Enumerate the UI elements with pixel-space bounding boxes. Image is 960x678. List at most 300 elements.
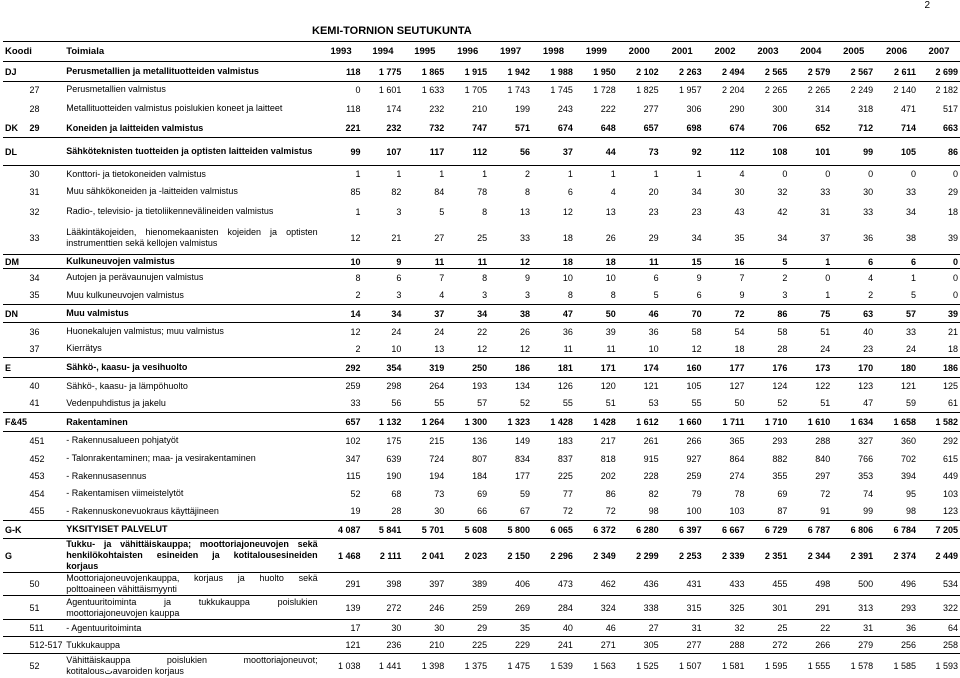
value-cell: 222 xyxy=(600,103,616,114)
value-cell: 118 xyxy=(346,103,361,114)
value-cell: 355 xyxy=(772,471,788,481)
value-cell: 2 391 xyxy=(832,539,875,573)
value-cell: 39 xyxy=(605,326,616,337)
value-cell: 2 374 xyxy=(875,539,918,573)
value-cell: 55 xyxy=(532,395,575,413)
industry-name: YKSITYISET PALVELUT xyxy=(64,521,319,539)
value-cell: 51 xyxy=(789,395,832,413)
value-cell: 12 xyxy=(489,341,532,358)
value-cell: 1 441 xyxy=(378,660,402,671)
table-row xyxy=(3,120,960,138)
value-cell: 837 xyxy=(557,453,573,464)
value-cell: 325 xyxy=(704,596,747,620)
value-cell: 46 xyxy=(618,305,661,323)
value-cell: 389 xyxy=(446,573,489,596)
value-cell: 1 705 xyxy=(464,84,488,95)
value-cell: 36 xyxy=(562,326,573,337)
table-row xyxy=(3,269,960,287)
section-code xyxy=(3,378,28,395)
year-header: 1998 xyxy=(532,42,575,62)
value-cell: 747 xyxy=(446,120,489,138)
value-cell: 1 745 xyxy=(550,84,573,95)
value-cell: 473 xyxy=(532,573,575,596)
value-cell: 462 xyxy=(575,573,618,596)
value-cell: 840 xyxy=(815,453,831,464)
value-cell: 436 xyxy=(618,573,661,596)
value-cell: 6 397 xyxy=(661,521,704,539)
table-row xyxy=(3,358,960,378)
value-cell: 0 xyxy=(952,272,958,283)
value-cell: 1 585 xyxy=(893,660,917,671)
value-cell: 353 xyxy=(858,471,874,481)
value-cell: 33 xyxy=(320,395,363,413)
value-cell: 1 825 xyxy=(636,84,659,95)
value-cell: 1 xyxy=(439,169,445,180)
value-cell: 2 182 xyxy=(935,84,958,95)
value-cell: 571 xyxy=(489,120,532,138)
value-cell: 0 xyxy=(825,169,831,180)
value-cell: 6 372 xyxy=(575,521,618,539)
value-cell: 288 xyxy=(704,637,747,654)
value-cell: 261 xyxy=(643,435,659,446)
year-header: 2005 xyxy=(832,42,875,62)
value-cell: 10 xyxy=(363,341,404,358)
value-cell: 0 xyxy=(952,169,958,180)
value-cell: 174 xyxy=(386,103,402,114)
value-cell: 272 xyxy=(363,596,404,620)
header-row xyxy=(3,42,960,62)
value-cell: 319 xyxy=(403,358,446,378)
value-cell: 2 449 xyxy=(918,539,960,573)
value-cell: 347 xyxy=(345,453,361,464)
value-cell: 28 xyxy=(746,341,789,358)
year-header: 2003 xyxy=(746,42,789,62)
section-code xyxy=(3,503,28,521)
value-cell: 50 xyxy=(704,395,747,413)
industry-name: Kierrätys xyxy=(64,341,319,358)
industry-code xyxy=(28,305,65,323)
industry-code xyxy=(28,413,65,432)
value-cell: 57 xyxy=(875,305,918,323)
value-cell: 30 xyxy=(863,186,874,197)
value-cell: 1 475 xyxy=(507,660,531,671)
value-cell: 78 xyxy=(734,488,745,499)
value-cell: 1 957 xyxy=(679,84,702,95)
value-cell: 9 xyxy=(363,255,404,269)
value-cell: 315 xyxy=(661,596,704,620)
value-cell: 5 701 xyxy=(403,521,446,539)
value-cell: 2 xyxy=(525,169,531,180)
value-cell: 284 xyxy=(532,596,575,620)
value-cell: 228 xyxy=(643,471,659,481)
value-cell: 2 041 xyxy=(403,539,446,573)
value-cell: 297 xyxy=(815,471,831,481)
table-row xyxy=(3,287,960,305)
section-code xyxy=(3,450,28,468)
value-cell: 6 806 xyxy=(832,521,875,539)
industry-name: - Rakentamisen viimeistelytöt xyxy=(66,488,184,498)
value-cell: 12 xyxy=(562,206,573,217)
industry-name: Sähköteknisten tuotteiden ja optisten laitteiden valmistus xyxy=(64,138,319,166)
value-cell: 85 xyxy=(350,186,361,197)
value-cell: 290 xyxy=(729,103,745,114)
value-cell: 9 xyxy=(696,272,702,283)
value-cell: 2 023 xyxy=(446,539,489,573)
value-cell: 0 xyxy=(825,272,831,283)
value-cell: 177 xyxy=(704,358,747,378)
value-cell: 2 351 xyxy=(746,539,789,573)
table-row xyxy=(3,341,960,358)
industry-name: Sähkö-, kaasu- ja lämpöhuolto xyxy=(66,380,188,391)
value-cell: 19 xyxy=(320,503,363,521)
table-row xyxy=(3,654,960,678)
value-cell: 53 xyxy=(618,395,661,413)
value-cell: 174 xyxy=(618,358,661,378)
industry-name: Moottoriajoneuvojenkauppa, korjaus ja huolto sekä polttoaineen vähittäismyynti xyxy=(66,573,318,594)
value-cell: 431 xyxy=(661,573,704,596)
year-header: 1994 xyxy=(363,42,404,62)
value-cell: 18 xyxy=(575,255,618,269)
value-cell: 69 xyxy=(777,488,788,499)
value-cell: 1 593 xyxy=(935,660,958,671)
value-cell: 1 xyxy=(610,169,616,180)
value-cell: 1 610 xyxy=(789,413,832,432)
section-code xyxy=(3,269,28,287)
value-cell: 455 xyxy=(746,573,789,596)
value-cell: 105 xyxy=(875,138,918,166)
value-cell: 8 xyxy=(575,287,618,305)
value-cell: 2 140 xyxy=(893,84,917,95)
value-cell: 173 xyxy=(789,358,832,378)
value-cell: 61 xyxy=(918,395,960,413)
value-cell: 199 xyxy=(514,103,531,114)
value-cell: 58 xyxy=(691,326,702,337)
table-row xyxy=(3,596,960,620)
value-cell: 87 xyxy=(746,503,789,521)
section-code: DM xyxy=(3,255,28,269)
value-cell: 864 xyxy=(729,453,745,464)
table-row xyxy=(3,468,960,485)
value-cell: 72 xyxy=(704,305,747,323)
value-cell: 26 xyxy=(520,326,531,337)
value-cell: 1 375 xyxy=(464,660,488,671)
value-cell: 1 xyxy=(911,272,917,283)
section-code: E xyxy=(3,358,28,378)
value-cell: 648 xyxy=(575,120,618,138)
value-cell: 72 xyxy=(575,503,618,521)
value-cell: 108 xyxy=(746,138,789,166)
value-cell: 4 xyxy=(403,287,446,305)
industry-code: 512-517 xyxy=(28,637,65,654)
industry-code: 51 xyxy=(28,596,65,620)
value-cell: 1 525 xyxy=(636,660,659,671)
value-cell: 1 xyxy=(653,169,659,180)
value-cell: 1 398 xyxy=(421,660,445,671)
industry-code: 27 xyxy=(29,84,40,95)
value-cell: 5 xyxy=(875,287,918,305)
value-cell: 105 xyxy=(686,381,702,392)
value-cell: 1 743 xyxy=(507,84,531,95)
value-cell: 8 xyxy=(525,186,531,197)
value-cell: 69 xyxy=(477,488,488,499)
value-cell: 31 xyxy=(661,620,704,637)
value-cell: 22 xyxy=(477,326,488,337)
value-cell: 43 xyxy=(734,206,745,217)
industry-code: 40 xyxy=(29,381,40,392)
value-cell: 38 xyxy=(489,305,532,323)
value-cell: 256 xyxy=(875,637,918,654)
value-cell: 46 xyxy=(575,620,618,637)
value-cell: 2 111 xyxy=(363,539,404,573)
value-cell: 98 xyxy=(618,503,661,521)
section-code xyxy=(3,395,28,413)
value-cell: 6 784 xyxy=(875,521,918,539)
value-cell: 86 xyxy=(746,305,789,323)
industry-name: Muu kulkuneuvojen valmistus xyxy=(64,287,319,305)
table-row xyxy=(3,378,960,395)
value-cell: 21 xyxy=(363,223,404,255)
value-cell: 32 xyxy=(777,186,788,197)
industry-code: 451 xyxy=(29,435,45,446)
value-cell: 123 xyxy=(918,503,960,521)
value-cell: 9 xyxy=(704,287,747,305)
value-cell: 25 xyxy=(446,223,489,255)
value-cell: 20 xyxy=(648,186,659,197)
value-cell: 3 xyxy=(746,287,789,305)
value-cell: 327 xyxy=(858,435,874,446)
value-cell: 68 xyxy=(391,488,402,499)
value-cell: 70 xyxy=(661,305,704,323)
value-cell: 183 xyxy=(557,435,573,446)
value-cell: 127 xyxy=(729,381,745,392)
section-code xyxy=(3,223,28,255)
industry-name: Autojen ja perävaunujen valmistus xyxy=(66,272,204,283)
section-code xyxy=(3,201,28,223)
value-cell: 1 950 xyxy=(575,62,618,82)
value-cell: 1 988 xyxy=(532,62,575,82)
value-cell: 279 xyxy=(832,637,875,654)
value-cell: 79 xyxy=(691,488,702,499)
value-cell: 82 xyxy=(391,186,402,197)
value-cell: 180 xyxy=(875,358,918,378)
value-cell: 5 841 xyxy=(363,521,404,539)
value-cell: 4 xyxy=(739,169,745,180)
year-header: 1999 xyxy=(575,42,618,62)
value-cell: 21 xyxy=(947,326,958,337)
value-cell: 1 711 xyxy=(704,413,747,432)
value-cell: 4 xyxy=(868,272,874,283)
value-cell: 1 578 xyxy=(850,660,874,671)
industry-name: - Rakennusasennus xyxy=(66,470,147,481)
value-cell: 18 xyxy=(947,206,958,217)
section-code: DL xyxy=(3,138,28,166)
value-cell: 225 xyxy=(557,471,573,481)
code-header: Koodi xyxy=(3,42,64,62)
value-cell: 29 xyxy=(446,620,489,637)
value-cell: 33 xyxy=(906,186,917,197)
value-cell: 4 xyxy=(610,186,616,197)
value-cell: 2 579 xyxy=(789,62,832,82)
value-cell: 3 xyxy=(489,287,532,305)
section-code xyxy=(3,637,28,654)
value-cell: 6 280 xyxy=(618,521,661,539)
value-cell: 1 555 xyxy=(807,660,831,671)
value-cell: 190 xyxy=(386,471,402,481)
value-cell: 18 xyxy=(532,255,575,269)
year-header: 2002 xyxy=(704,42,747,62)
value-cell: 11 xyxy=(532,341,575,358)
value-cell: 517 xyxy=(942,103,958,114)
value-cell: 30 xyxy=(734,186,745,197)
section-code: G-K xyxy=(3,521,28,539)
industry-code: 50 xyxy=(28,573,65,596)
industry-name: Vähittäiskauppa poislukien moottoriajoneuvot; kotitalousتavaroiden korjaus xyxy=(66,654,318,676)
value-cell: 58 xyxy=(777,326,788,337)
industry-code xyxy=(28,539,65,573)
value-cell: 186 xyxy=(918,358,960,378)
value-cell: 229 xyxy=(489,637,532,654)
value-cell: 92 xyxy=(661,138,704,166)
value-cell: 34 xyxy=(446,305,489,323)
industry-name: Sähkö-, kaasu- ja vesihuolto xyxy=(64,358,319,378)
table-row xyxy=(3,98,960,120)
value-cell: 293 xyxy=(772,435,788,446)
value-cell: 210 xyxy=(472,103,488,114)
value-cell: 11 xyxy=(618,255,661,269)
year-header: 2004 xyxy=(789,42,832,62)
value-cell: 99 xyxy=(832,138,875,166)
value-cell: 12 xyxy=(489,255,532,269)
value-cell: 74 xyxy=(863,488,874,499)
value-cell: 3 xyxy=(363,287,404,305)
industry-code: 453 xyxy=(29,471,45,481)
value-cell: 176 xyxy=(746,358,789,378)
table-row xyxy=(3,620,960,637)
value-cell: 1 507 xyxy=(679,660,702,671)
value-cell: 59 xyxy=(875,395,918,413)
value-cell: 52 xyxy=(350,488,361,499)
value-cell: 657 xyxy=(618,120,661,138)
section-code xyxy=(3,485,28,503)
value-cell: 318 xyxy=(858,103,874,114)
value-cell: 5 608 xyxy=(446,521,489,539)
value-cell: 50 xyxy=(575,305,618,323)
industry-code: 30 xyxy=(29,169,40,180)
value-cell: 250 xyxy=(446,358,489,378)
industry-code: 454 xyxy=(29,488,45,499)
value-cell: 6 729 xyxy=(746,521,789,539)
value-cell: 8 xyxy=(355,272,361,283)
value-cell: 73 xyxy=(434,488,445,499)
value-cell: 674 xyxy=(704,120,747,138)
year-header: 1997 xyxy=(489,42,532,62)
industry-name: Tukku- ja vähittäiskauppa; moottoriajoneuvojen sekä henkilökohtaisten esineiden ja kotitalousesineiden korjaus xyxy=(66,539,318,571)
value-cell: 2 102 xyxy=(618,62,661,82)
value-cell: 292 xyxy=(320,358,363,378)
value-cell: 1 132 xyxy=(363,413,404,432)
value-cell: 112 xyxy=(704,138,747,166)
value-cell: 36 xyxy=(648,326,659,337)
section-code xyxy=(3,166,28,183)
value-cell: 2 xyxy=(320,287,363,305)
value-cell: 33 xyxy=(863,206,874,217)
value-cell: 7 205 xyxy=(918,521,960,539)
value-cell: 1 xyxy=(696,169,702,180)
value-cell: 193 xyxy=(472,381,488,392)
industry-code: 28 xyxy=(29,103,40,114)
value-cell: 86 xyxy=(918,138,960,166)
section-code xyxy=(3,654,28,678)
value-cell: 121 xyxy=(643,381,659,392)
value-cell: 2 567 xyxy=(832,62,875,82)
year-header: 2000 xyxy=(618,42,661,62)
value-cell: 75 xyxy=(789,305,832,323)
value-cell: 30 xyxy=(363,620,404,637)
value-cell: 27 xyxy=(403,223,446,255)
section-code: DK xyxy=(3,120,28,138)
value-cell: 2 699 xyxy=(918,62,960,82)
value-cell: 177 xyxy=(514,471,531,481)
value-cell: 24 xyxy=(434,326,445,337)
region-title: KEMI-TORNION SEUTUKUNTA xyxy=(312,25,472,37)
value-cell: 232 xyxy=(429,103,445,114)
value-cell: 6 xyxy=(567,186,573,197)
value-cell: 34 xyxy=(691,186,702,197)
value-cell: 1 xyxy=(789,287,832,305)
value-cell: 639 xyxy=(386,453,402,464)
value-cell: 36 xyxy=(832,223,875,255)
value-cell: 10 xyxy=(618,341,661,358)
industry-code: 36 xyxy=(29,326,40,337)
value-cell: 807 xyxy=(472,453,488,464)
industry-name: Perusmetallien valmistus xyxy=(66,84,166,95)
value-cell: 24 xyxy=(875,341,918,358)
value-cell: 496 xyxy=(875,573,918,596)
industry-code: 33 xyxy=(28,223,65,255)
table-row xyxy=(3,413,960,432)
value-cell: 34 xyxy=(363,305,404,323)
value-cell: 498 xyxy=(789,573,832,596)
value-cell: 6 xyxy=(396,272,402,283)
industry-name: - Rakennuskonevuokraus käyttäjineen xyxy=(64,503,319,521)
value-cell: 1 658 xyxy=(875,413,918,432)
value-cell: 100 xyxy=(661,503,704,521)
value-cell: 2 265 xyxy=(764,84,788,95)
industry-code xyxy=(28,255,65,269)
table-row xyxy=(3,485,960,503)
industry-code xyxy=(28,358,65,378)
industry-name: - Rakennusalueen pohjatyöt xyxy=(66,435,179,446)
value-cell: 1 775 xyxy=(363,62,404,82)
value-cell: 292 xyxy=(942,435,958,446)
value-cell: 95 xyxy=(906,488,917,499)
value-cell: 1 038 xyxy=(337,660,361,671)
table-row xyxy=(3,201,960,223)
year-header: 2001 xyxy=(661,42,704,62)
industry-name: Lääkintäkojeiden, hienomekaanisten kojeiden ja optisten instrumenttien sekä kellojen valmistus xyxy=(64,223,319,255)
value-cell: 10 xyxy=(320,255,363,269)
value-cell: 2 xyxy=(320,341,363,358)
value-cell: 1 xyxy=(396,169,402,180)
year-header: 1995 xyxy=(403,42,446,62)
value-cell: 259 xyxy=(686,471,702,481)
value-cell: 24 xyxy=(391,326,402,337)
value-cell: 64 xyxy=(918,620,960,637)
section-code xyxy=(3,596,28,620)
value-cell: 225 xyxy=(446,637,489,654)
value-cell: 0 xyxy=(918,255,960,269)
value-cell: 37 xyxy=(403,305,446,323)
